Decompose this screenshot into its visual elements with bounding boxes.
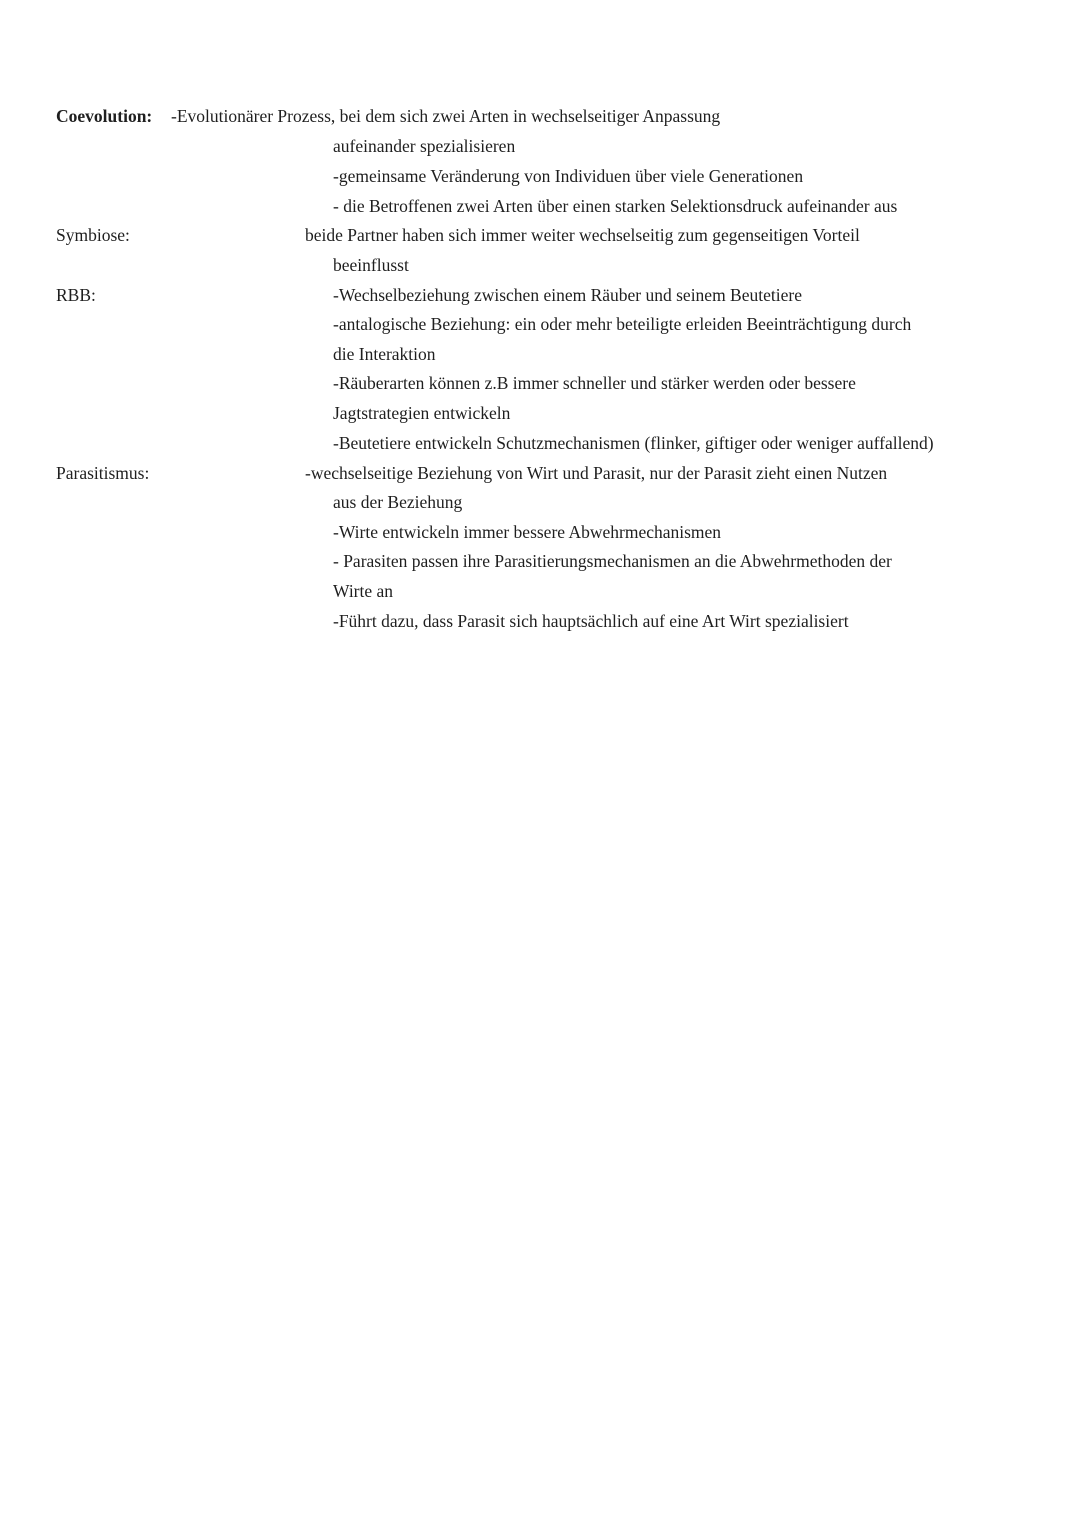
symbiose-line-2: beeinflusst (333, 255, 409, 275)
parasitismus-line-4: - Parasiten passen ihre Parasitierungsmechanismen an die Abwehrmethoden der (333, 551, 892, 571)
rbb-line-3: die Interaktion (333, 344, 436, 364)
parasitismus-line-2: aus der Beziehung (333, 492, 463, 512)
rbb-line-2: -antalogische Beziehung: ein oder mehr beteiligte erleiden Beeinträchtigung durch (333, 314, 912, 334)
coevolution-line-2: aufeinander spezialisieren (333, 136, 516, 156)
term-parasitismus: Parasitismus: (56, 463, 150, 483)
parasitismus-line-1: -wechselseitige Beziehung von Wirt und Parasit, nur der Parasit zieht einen Nutzen (305, 463, 888, 483)
coevolution-line-4: - die Betroffenen zwei Arten über einen starken Selektionsdruck aufeinander aus (333, 196, 898, 216)
term-symbiose: Symbiose: (56, 225, 130, 245)
rbb-line-4: -Räuberarten können z.B immer schneller und stärker werden oder bessere (333, 373, 856, 393)
parasitismus-line-6: -Führt dazu, dass Parasit sich hauptsächlich auf eine Art Wirt spezialisiert (333, 611, 849, 631)
term-coevolution: Coevolution: (56, 106, 153, 126)
parasitismus-line-3: -Wirte entwickeln immer bessere Abwehrmechanismen (333, 522, 722, 542)
rbb-line-5: Jagtstrategien entwickeln (333, 403, 511, 423)
parasitismus-line-5: Wirte an (333, 581, 394, 601)
rbb-line-6: -Beutetiere entwickeln Schutzmechanismen (flinker, giftiger oder weniger auffallend) (333, 433, 934, 453)
coevolution-line-1: -Evolutionärer Prozess, bei dem sich zwei Arten in wechselseitiger Anpassung (171, 106, 721, 126)
term-rbb: RBB: (56, 285, 96, 305)
coevolution-line-3: -gemeinsame Veränderung von Individuen über viele Generationen (333, 166, 804, 186)
symbiose-line-1: beide Partner haben sich immer weiter wechselseitig zum gegenseitigen Vorteil (305, 225, 860, 245)
rbb-line-1: -Wechselbeziehung zwischen einem Räuber und seinem Beutetiere (333, 285, 802, 305)
